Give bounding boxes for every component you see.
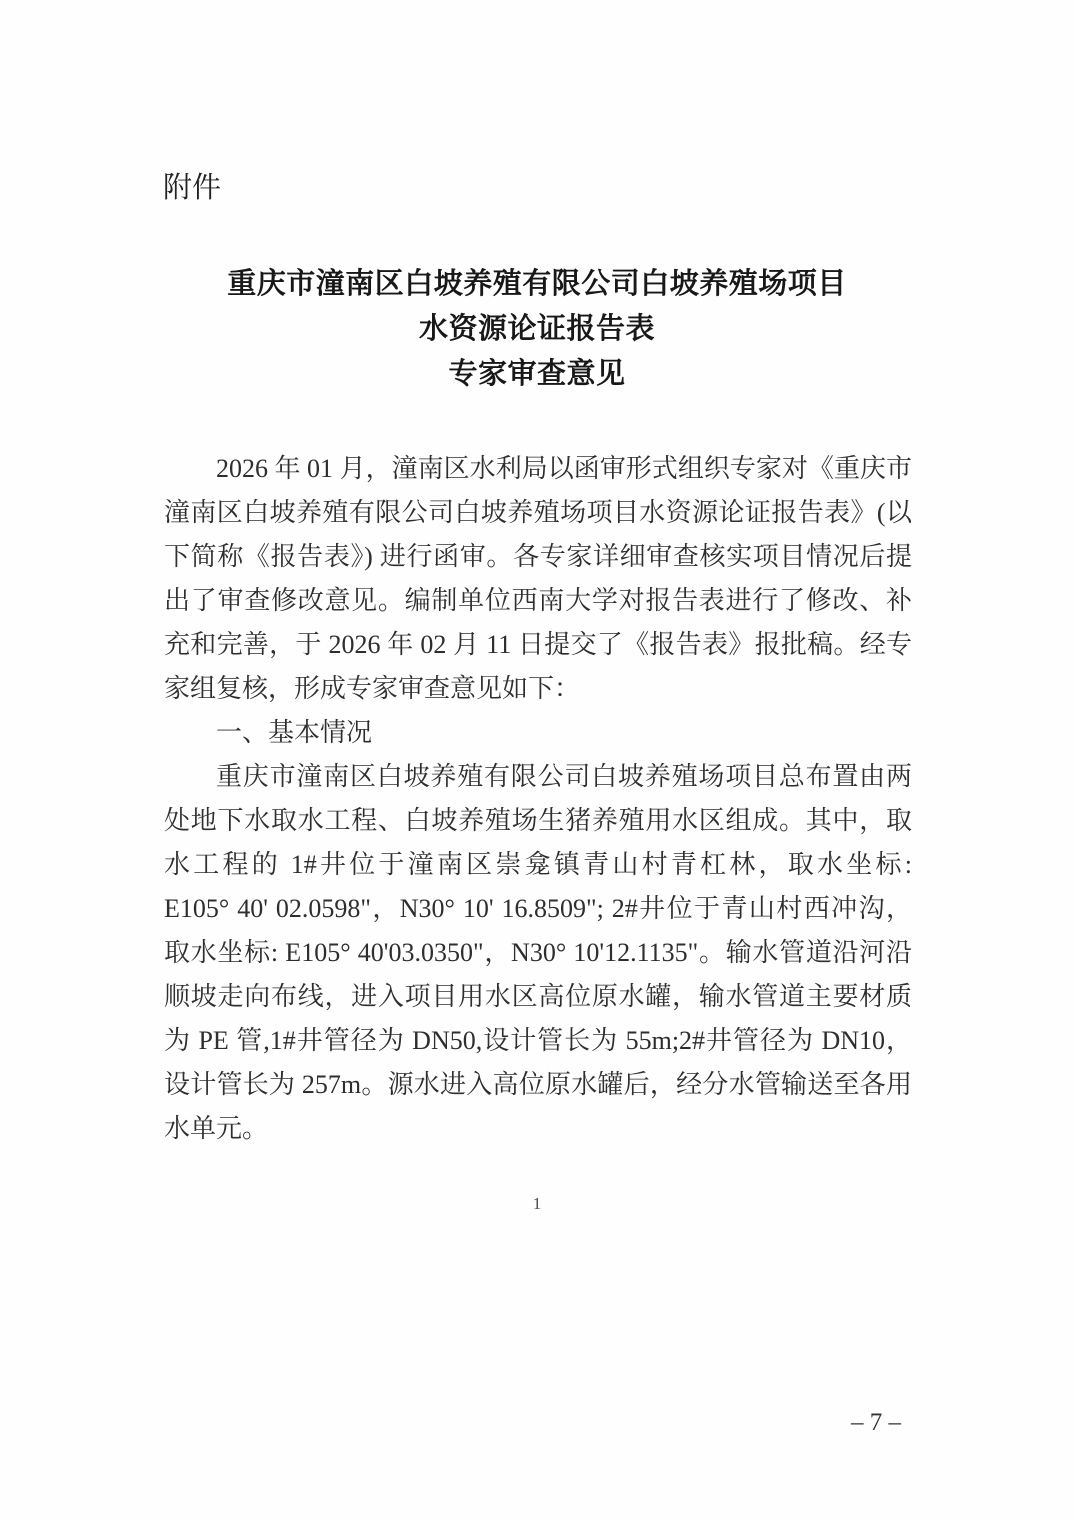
- paragraph-basic-info: [164, 755, 912, 1151]
- text-line: 出了审查修改意见。编制单位西南大学对报告表进行了修改、补: [164, 586, 912, 615]
- text-line: 水单元。: [164, 1114, 269, 1143]
- text-line: 设计管长为 257m。源水进入高位原水罐后，经分水管输送至各用: [164, 1070, 912, 1099]
- text-line: 顺坡走向布线，进入项目用水区高位原水罐，输水管道主要材质: [164, 982, 912, 1011]
- document-body: [164, 447, 912, 1151]
- text-line: 下简称《报告表》) 进行函审。各专家详细审查核实项目情况后提: [164, 542, 912, 571]
- title-line-3: 专家审查意见: [448, 358, 626, 390]
- inner-page-number: 1: [532, 1194, 542, 1213]
- text-line: 重庆市潼南区白坡养殖有限公司白坡养殖场项目总布置由两: [216, 762, 912, 791]
- text-line: 充和完善，于 2026 年 02 月 11 日提交了《报告表》报批稿。经专: [164, 630, 912, 659]
- text-line: 取水坐标: E105° 40'03.0350"，N30° 10'12.1135"。输水管道沿河沿: [164, 938, 912, 967]
- title-line-1: 重庆市潼南区白坡养殖有限公司白坡养殖场项目: [227, 268, 847, 300]
- text-line: 为 PE 管,1#井管径为 DN50,设计管长为 55m;2#井管径为 DN10，: [164, 1026, 912, 1055]
- text-line: 处地下水取水工程、白坡养殖场生猪养殖用水区组成。其中，取: [164, 806, 912, 835]
- text-line: 水工程的 1#井位于潼南区崇龛镇青山村青杠林，取水坐标:: [164, 850, 912, 879]
- text-line: 2026 年 01 月，潼南区水利局以函审形式组织专家对《重庆市: [216, 454, 912, 483]
- text-line: E105° 40' 02.0598"，N30° 10' 16.8509"; 2#井位于青山村西冲沟，: [164, 894, 912, 923]
- footer-page-number: – 7 –: [851, 1409, 901, 1436]
- attachment-label: 附件: [163, 172, 222, 204]
- title-line-2: 水资源论证报告表: [418, 313, 655, 345]
- paragraph-intro: [164, 447, 912, 711]
- section-heading-basic-info: 一、基本情况: [216, 718, 373, 747]
- text-line: 潼南区白坡养殖有限公司白坡养殖场项目水资源论证报告表》(以: [164, 498, 912, 527]
- document-title: [107, 262, 967, 397]
- text-line: 家组复核，形成专家审查意见如下：: [164, 674, 581, 703]
